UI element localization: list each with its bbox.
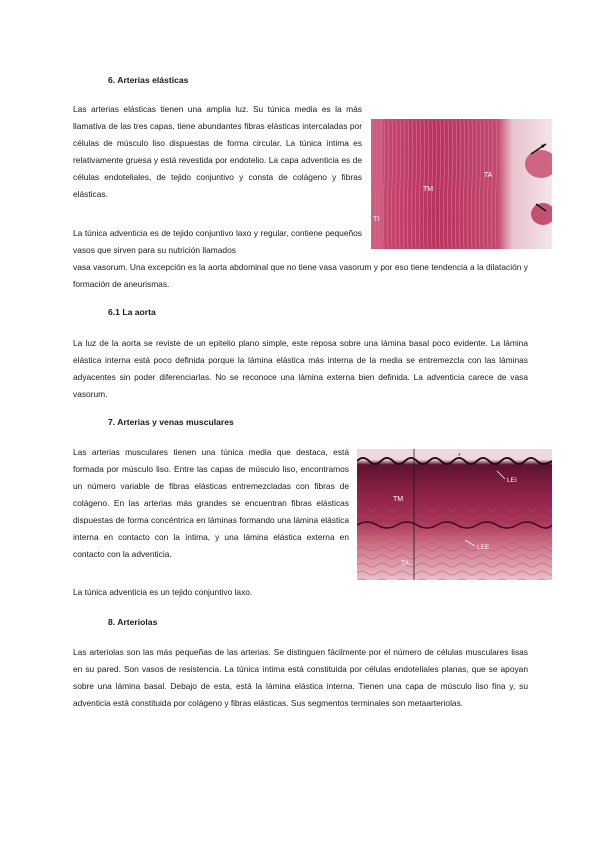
- paragraph-adventitia-part1: La túnica adventicia es de tejido conjuntivo laxo y regular, contiene pequeños vasos que sirven para su nutrición llamados: [73, 228, 362, 255]
- heading-aorta: 6.1 La aorta: [108, 307, 156, 317]
- paragraph-adventitia-part2: vasa vasorum. Una excepción es la aorta abdominal que no tiene vasa vasorum y por eso tiene tendencia a la dilatación y formación de aneurismas.: [73, 262, 528, 289]
- paragraph-elastic-arteries: Las arterias elásticas tienen una amplia luz. Su túnica media es la más llamativa de las tres capas, tiene abundantes fibras elásticas intercaladas por células de músculo liso dispuestas de forma circular. La túnica íntima es relativamente gruesa y está revestida por endotelio. La capa adventicia es de células endoteliales, de tejido conjuntivo y consta de colágeno y fibras elásticas.: [73, 104, 362, 199]
- micrograph-elastic-artery: [371, 119, 552, 249]
- label-lei: LEI: [507, 477, 517, 484]
- heading-muscular-arteries: 7. Arterias y venas musculares: [108, 417, 234, 427]
- label-lee: LEE: [477, 544, 490, 551]
- paragraph-arterioles: Las arteriolas son las más pequeñas de las arterias. Se distinguen fácilmente por el número de células musculares lisas en su pared. Son vasos de resistencia. La túnica íntima está constituida por células endoteliales planas, que se apoyan sobre una lámina basal. Debajo de esta, está la lámina elástica interna. Tienen una capa de músculo liso fina y, su adventicia está constituida por colágeno y fibras elásticas. Sus segmentos terminales son metaarteriolas.: [73, 647, 528, 708]
- label-ta: TA: [484, 172, 493, 179]
- micrograph-muscular-artery: [357, 449, 552, 580]
- heading-arterioles: 8. Arteriolas: [108, 617, 158, 627]
- paragraph-muscular-arteries: Las arterias musculares tienen una túnica media que destaca, está formada por músculo liso. Entre las capas de músculo liso, encontramos un número variable de fibras elásticas entremezcladas con fibras de colágeno. En las arterias más grandes se encuentran fibras elásticas dispuestas de forma concéntrica en láminas formando una lámina elástica interna en contacto con la íntima, y una lámina elástica externa en contacto con la adventicia.: [73, 447, 349, 559]
- label-tm: TM: [393, 496, 404, 503]
- label-ta: TA: [401, 560, 409, 567]
- label-tm: TM: [423, 186, 434, 193]
- paragraph-muscular-adventitia: La túnica adventicia es un tejido conjuntivo laxo.: [73, 587, 253, 597]
- heading-elastic-arteries: 6. Arterias elásticas: [108, 75, 189, 85]
- label-ti: TI: [373, 216, 380, 223]
- label-star: *: [458, 453, 461, 460]
- paragraph-aorta: La luz de la aorta se reviste de un epitelio plano simple, este reposa sobre una lámina basal poco evidente. La lámina elástica interna está poco definida porque la lámina elástica más interna de la media se entremezcla con las láminas adyacentes sin poder diferenciarlas. No se reconoce una lámina externa bien definida. La adventicia carece de vasa vasorum.: [73, 338, 528, 399]
